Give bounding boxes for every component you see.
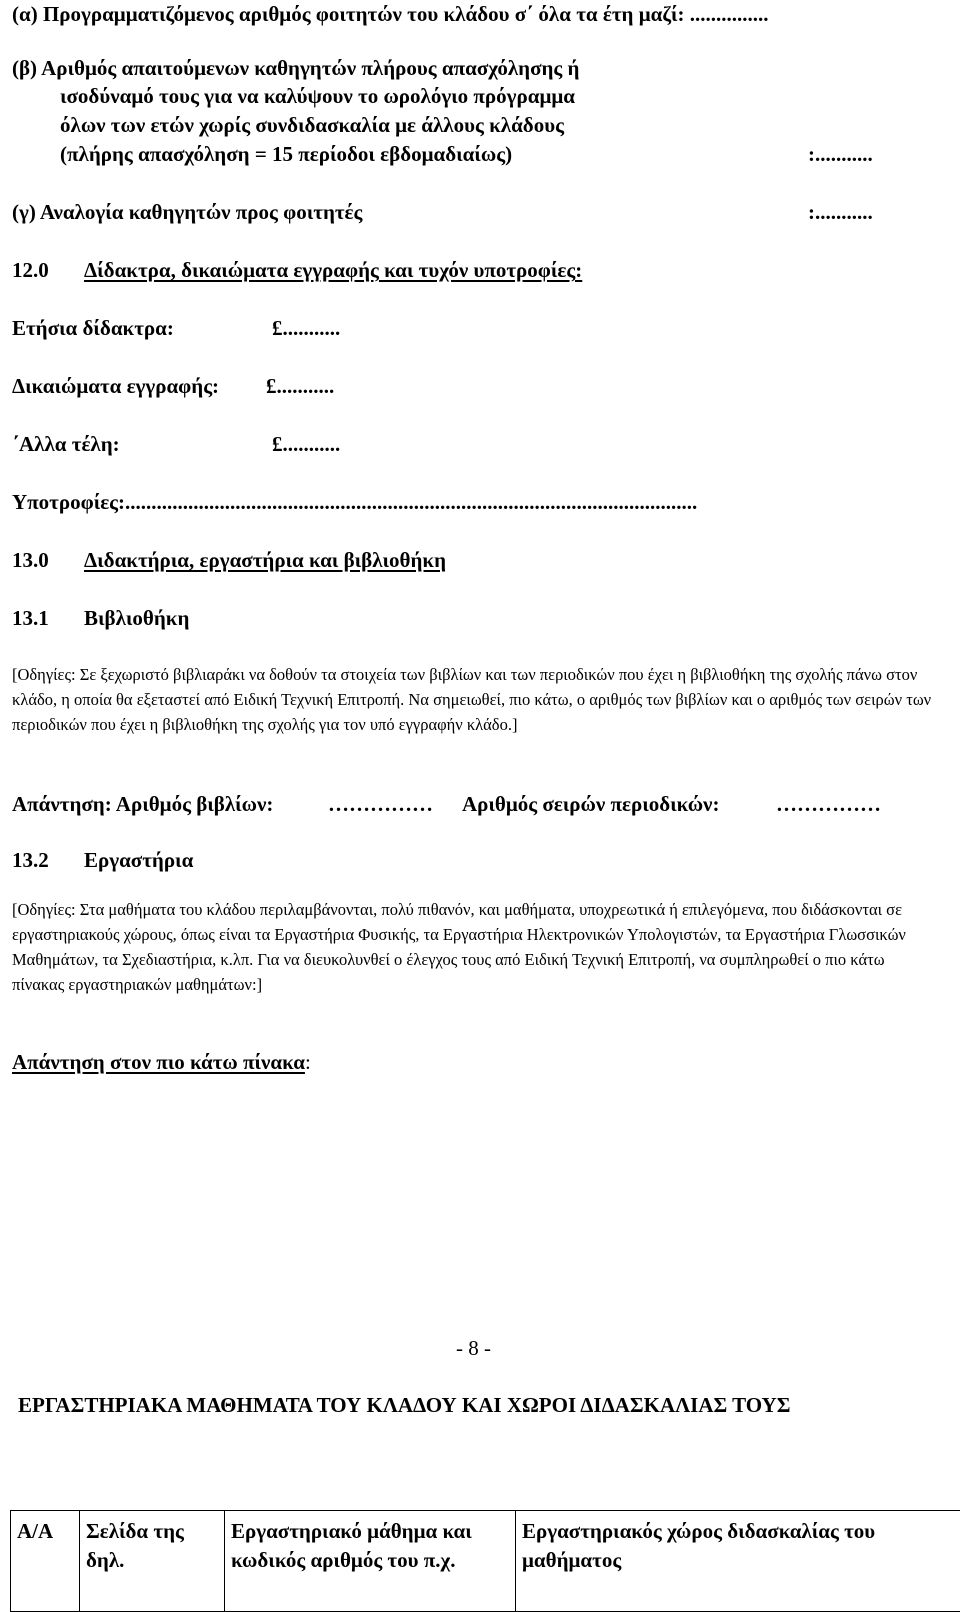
registration-value[interactable]: £........... <box>266 374 334 399</box>
library-answer-label: Απάντηση: Αριθμός βιβλίων: <box>12 792 273 817</box>
registration-label: Δικαιώματα εγγραφής: <box>12 374 219 399</box>
header-page: Σελίδα της δηλ. <box>80 1511 225 1612</box>
item-beta-answer[interactable]: :........... <box>808 142 873 167</box>
other-fees-label: ΄Αλλα τέλη: <box>12 432 120 457</box>
section-13-title: Διδακτήρια, εργαστήρια και βιβλιοθήκη <box>84 548 446 573</box>
table-title-text: ΕΡΓΑΣΤΗΡΙΑΚΑ ΜΑΘΗΜΑΤΑ ΤΟΥ ΚΛΑΔΟΥ ΚΑΙ ΧΩΡΟΙ ΔΙΔΑΣΚΑΛΙΑΣ ΤΟΥΣ <box>18 1393 790 1417</box>
section-13-1-number: 13.1 <box>12 606 49 631</box>
header-lab-course: Εργαστηριακό μάθημα και κωδικός αριθμός του π.χ. <box>225 1511 516 1612</box>
header-serial: Α/Α <box>11 1511 80 1612</box>
fees-label: Ετήσια δίδακτρα: <box>12 316 174 341</box>
section-13-2-number: 13.2 <box>12 848 49 873</box>
item-beta-line2: ισοδύναμό τους για να καλύψουν το ωρολόγιο πρόγραμμα <box>60 84 575 109</box>
library-periodicals-answer[interactable]: …………… <box>776 792 881 817</box>
section-12-title: Δίδακτρα, δικαιώματα εγγραφής και τυχόν υποτροφίες: <box>84 258 582 283</box>
header-lab-room: Εργαστηριακός χώρος διδασκαλίας του μαθήματος <box>516 1511 960 1612</box>
item-beta-line3: όλων των ετών χωρίς συνδιδασκαλία με άλλους κλάδους <box>60 113 564 138</box>
section-13-number: 13.0 <box>12 548 49 573</box>
fees-value[interactable]: £........... <box>272 316 340 341</box>
item-beta-line4: (πλήρης απασχόληση = 15 περίοδοι εβδομαδιαίως) <box>60 142 512 167</box>
other-fees-value[interactable]: £........... <box>272 432 340 457</box>
labs-instructions: [Οδηγίες: Στα μαθήματα του κλάδου περιλαμβάνονται, πολύ πιθανόν, και μαθήματα, υποχρεωτικά ή επιλεγόμενα, που διδάσκονται σε εργαστηριακούς χώρους, όπως είναι τα Εργαστήρια Φυσικής, τα Εργαστήρια Ηλεκτρονικών Υπολογιστών, τα Εργαστήρια Γλωσσικών Μαθημάτων, τα Σχεδιαστήρια, κ.λπ. Για να διευκολυνθεί ο έλεγχος τους από Ειδική Τεχνική Επιτροπή, να συμπληρωθεί ο πιο κάτω πίνακας εργαστηριακών μαθημάτων:] <box>12 897 932 997</box>
scholarships-line[interactable]: Υποτροφίες:............................................................................................................. <box>12 490 932 515</box>
item-gamma-ratio: (γ) Αναλογία καθηγητών προς φοιτητές <box>12 200 362 225</box>
labs-table-header-row <box>11 1511 960 1612</box>
library-instructions: [Οδηγίες: Σε ξεχωριστό βιβλιαράκι να δοθούν τα στοιχεία των βιβλίων και των περιοδικών που έχει η βιβλιοθήκη της σχολής πάνω στον κλάδο, η οποία θα εξεταστεί από Ειδική Τεχνική Επιτροπή. Να σημειωθεί, πιο κάτω, ο αριθμός των βιβλίων και ο αριθμός των σειρών των περιοδικών που έχει η βιβλιοθήκη της σχολής για τον υπό εγγραφήν κλάδο.] <box>12 662 932 737</box>
labs-table <box>10 1510 960 1612</box>
item-gamma-answer[interactable]: :........... <box>808 200 873 225</box>
section-13-1-title: Βιβλιοθήκη <box>84 606 189 631</box>
section-12-number: 12.0 <box>12 258 49 283</box>
labs-answer-label: Απάντηση στον πιο κάτω πίνακα <box>12 1050 305 1074</box>
library-books-answer[interactable]: …………… <box>328 792 433 817</box>
item-beta-line1: (β) Αριθμός απαιτούμενων καθηγητών πλήρους απασχόλησης ή <box>12 56 579 81</box>
page-number: - 8 - <box>456 1336 491 1361</box>
item-alpha-students: (α) Προγραμματιζόμενος αριθμός φοιτητών του κλάδου σ΄ όλα τα έτη μαζί: ............... <box>12 2 769 27</box>
labs-answer-colon: : <box>305 1050 311 1074</box>
library-periodicals-label: Αριθμός σειρών περιοδικών: <box>462 792 719 817</box>
labs-answer-line <box>12 1050 311 1075</box>
table-title <box>18 1393 790 1418</box>
section-13-2-title: Εργαστήρια <box>84 848 193 873</box>
